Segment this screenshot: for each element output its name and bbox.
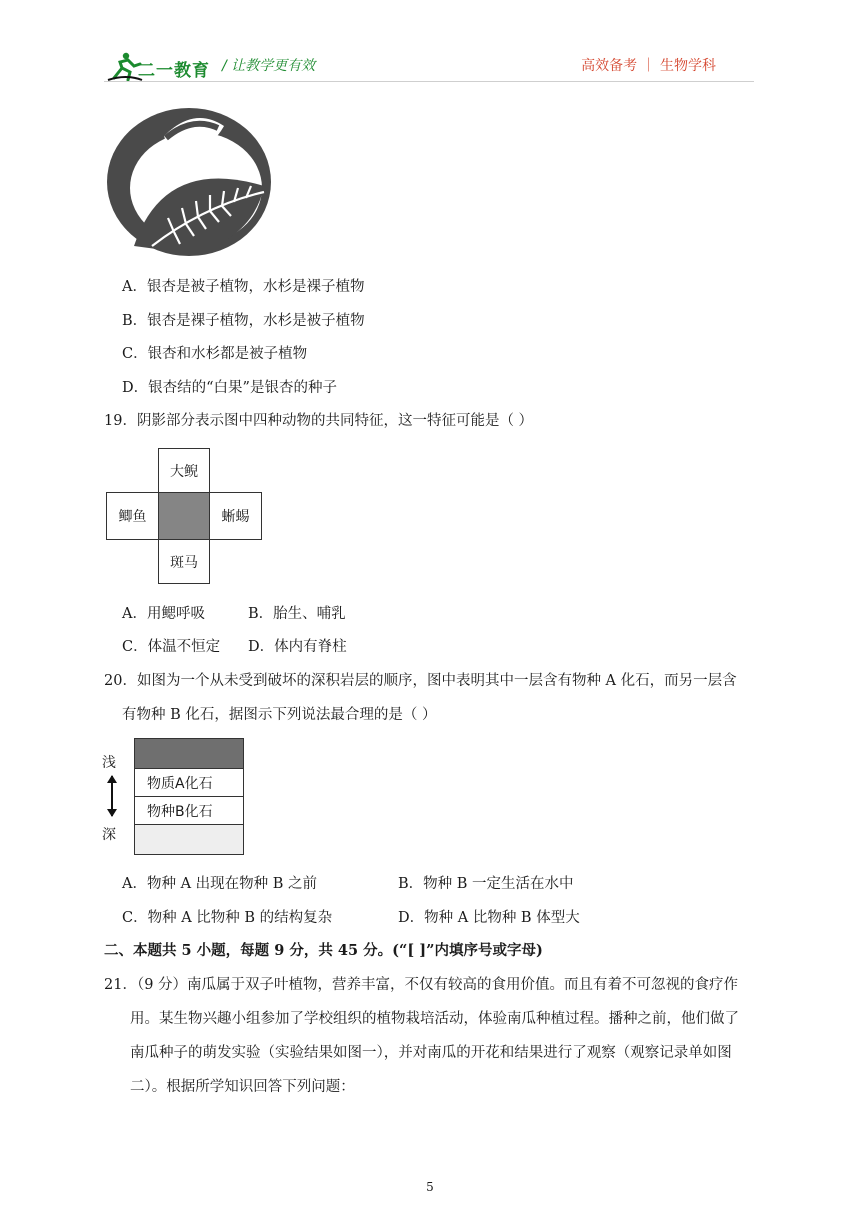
cell-top: 大鲵: [158, 448, 210, 493]
q19-stem: 19．阴影部分表示图中四种动物的共同特征，这一特征可能是（ ）: [104, 413, 534, 429]
q19-option-c: C．体温不恒定: [122, 639, 221, 655]
q21-line-4: 二）。根据所学知识回答下列问题：: [130, 1079, 355, 1095]
rock-strata-diagram: [100, 738, 250, 860]
label-deep: 深: [102, 827, 116, 843]
header-subject: 高效备考 ｜ 生物学科: [581, 58, 716, 74]
logo-text: 二一教育: [138, 61, 210, 81]
q19-option-a: A．用鳃呼吸: [122, 606, 205, 622]
cell-shaded-common: [158, 492, 210, 540]
q18-option-d: D．银杏结的“白果”是银杏的种子: [122, 380, 337, 396]
q19-option-d: D．体内有脊柱: [248, 639, 347, 655]
q18-option-c: C．银杏和水杉都是被子植物: [122, 346, 308, 362]
q20-stem-line1: 20．如图为一个从未受到破坏的深积岩层的顺序，图中表明其中一层含有物种 A 化石，而另一层含: [104, 673, 737, 689]
ginkgo-metasequoia-emblem-icon: [104, 96, 274, 260]
layer-species-a: 物质A化石: [134, 768, 244, 797]
q20-stem-line2: 有物种 B 化石，据图示下列说法最合理的是（ ）: [122, 707, 437, 723]
cell-bottom: 斑马: [158, 539, 210, 584]
q19-option-b: B．胎生、哺乳: [248, 606, 346, 622]
header-slogan: / 让教学更有效: [222, 58, 316, 74]
layer-species-b: 物种B化石: [134, 796, 244, 825]
q18-option-b: B．银杏是裸子植物，水杉是被子植物: [122, 313, 365, 329]
q20-option-b: B．物种 B 一定生活在水中: [398, 876, 574, 892]
cell-left: 鲫鱼: [106, 492, 159, 540]
q20-option-d: D．物种 A 比物种 B 体型大: [398, 910, 580, 926]
q21-line-3: 南瓜种子的萌发实验（实验结果如图一），并对南瓜的开花和结果进行了观察（观察记录单如图: [130, 1045, 732, 1061]
q21-line-2: 用。某生物兴趣小组参加了学校组织的植物栽培活动，体验南瓜种植过程。播种之前，他们做了: [130, 1011, 739, 1027]
page-header: [100, 48, 740, 84]
q20-option-c: C．物种 A 比物种 B 的结构复杂: [122, 910, 333, 926]
label-shallow: 浅: [102, 755, 116, 771]
bottom-layer: [134, 824, 244, 855]
q18-option-a: A．银杏是被子植物，水杉是裸子植物: [122, 279, 365, 295]
top-dark-layer: [134, 738, 244, 769]
page-number: 5: [426, 1180, 434, 1194]
header-divider: [104, 81, 754, 82]
animal-cross-diagram: [106, 448, 262, 584]
up-down-arrow-icon: [106, 774, 118, 818]
q21-line-1: 21．（9 分）南瓜属于双子叶植物，营养丰富，不仅有较高的食用价值。而且有着不可忽视的食疗作: [104, 977, 739, 993]
cell-right: 蜥蜴: [209, 492, 262, 540]
q20-option-a: A．物种 A 出现在物种 B 之前: [122, 876, 318, 892]
section-2-title: 二、本题共 5 小题，每题 9 分，共 45 分。(“[ ]”内填序号或字母): [104, 942, 543, 959]
